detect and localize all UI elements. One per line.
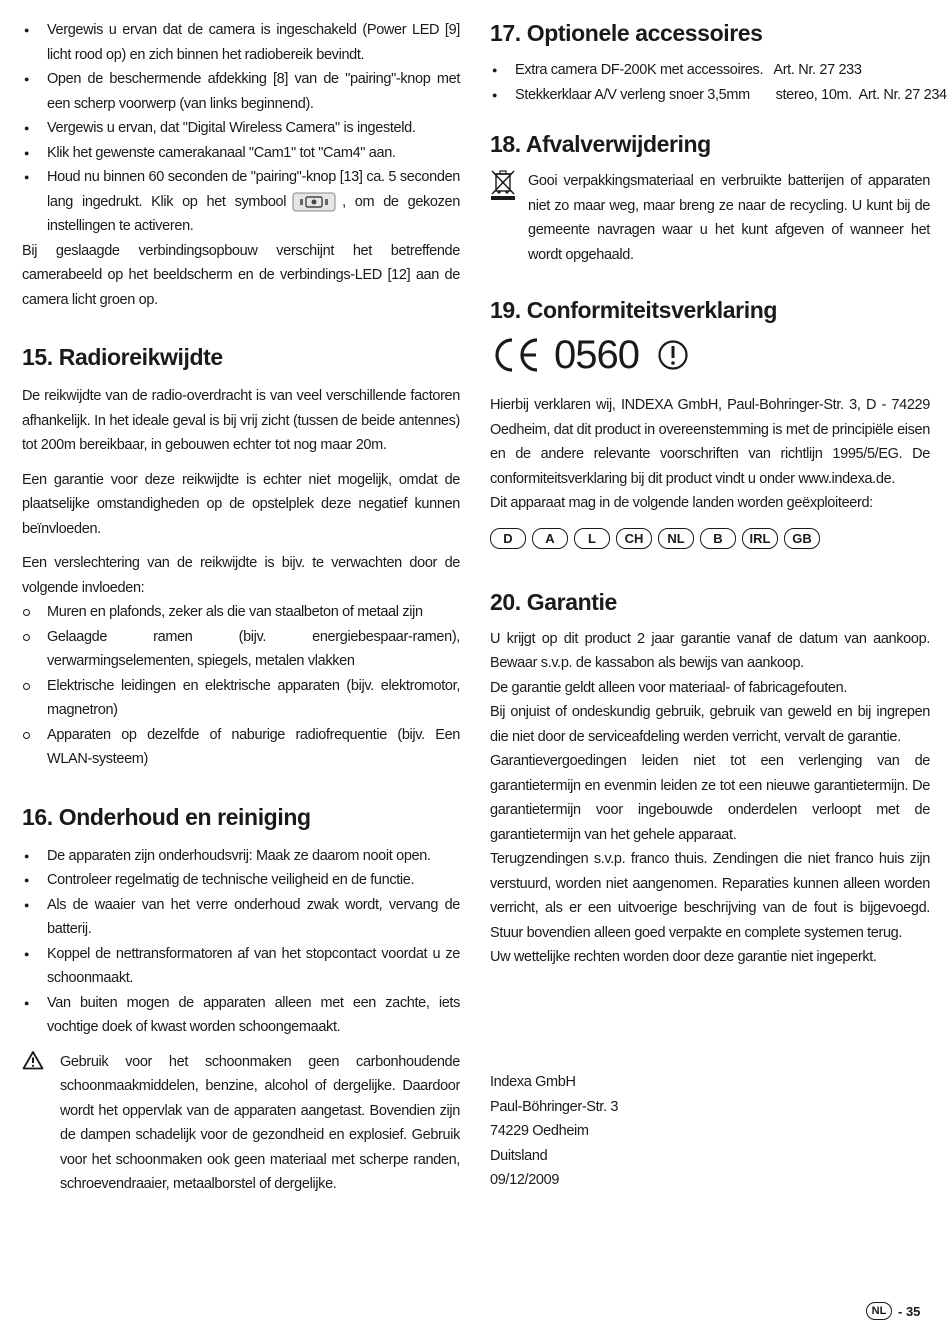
waste-text: Gooi verpakkingsmateriaal en verbruikte batterijen of apparaten niet zo maar weg, maar breng ze naar de recycling. U kunt bij de gemeente navragen waar u het kunt afgeven of wanneer het wordt opgehaald. <box>528 173 930 263</box>
address-line: Duitsland <box>490 1147 548 1164</box>
section-20-title: 20. Garantie <box>490 588 617 615</box>
section-17-title: 17. Optionele accessoires <box>490 20 763 46</box>
s20-paragraph: De garantie geldt alleen voor materiaal- of fabricagefouten. <box>490 679 848 696</box>
s20-paragraph: Bij onjuist of ondeskundig gebruik, gebruik van geweld en bij ingrepen die niet door de serviceafdeling werden verricht, vervalt de garantie. <box>490 704 930 745</box>
list-item: ● Van buiten mogen de apparaten alleen met een zachte, iets vochtige doek of kwast worden schoongemaakt. <box>22 991 460 1040</box>
section-18-title: 18. Afvalverwijdering <box>490 131 711 157</box>
intro-paragraph: Bij geslaagde verbindingsopbouw verschijnt het betreffende camerabeeld op het beeldscherm en de verbindings-LED [12] aan de camera licht groen op. <box>22 242 460 308</box>
address-line: Indexa GmbH <box>490 1074 576 1090</box>
country-badge: D <box>490 528 526 549</box>
address-line: Paul-Böhringer-Str. 3 <box>490 1098 619 1115</box>
list-item: ● Klik het gewenste camerakanaal "Cam1" tot "Cam4" aan. <box>22 141 460 166</box>
crossed-bin-icon <box>490 169 516 201</box>
country-badge: NL <box>658 528 694 549</box>
list-item: ● De apparaten zijn onderhoudsvrij: Maak ze daarom nooit open. <box>22 844 460 869</box>
s20-paragraph: Garantievergoedingen leiden niet tot een verlenging van de garantietermijn en evenmin leiden ze tot een nieuwe garantietermijn. De garantietermijn voor ingebouwde onderdelen verloopt met de garantietermijn van het gehele apparaat. <box>490 753 930 843</box>
page-footer <box>866 1302 920 1320</box>
s20-paragraph: Uw wettelijke rechten worden door deze garantie niet ingeperkt. <box>490 949 877 965</box>
list-item <box>22 165 460 239</box>
list-item: ● Vergewis u ervan dat de camera is ingeschakeld (Power LED [9] licht rood op) en zich binnen het radiobereik bevindt. <box>22 18 460 67</box>
s17-list <box>490 58 947 107</box>
warning-triangle-icon <box>22 1050 44 1070</box>
s16-list <box>22 844 460 1040</box>
country-badge: B <box>700 528 736 549</box>
s15-paragraph-1: De reikwijdte van de radio-overdracht is van veel verschillende factoren afhankelijk. In het ideale geval is bij vrij zicht (tussen de beide antennes) tot 200m bereikbaar, in gebouwen echter tot nog maar 20m. <box>22 388 460 453</box>
list-item: ● Extra camera DF-200K met accessoires. Art. Nr. 27 233 <box>490 58 930 83</box>
address-line: 09/12/2009 <box>490 1172 560 1188</box>
ce-number: 0560 <box>554 333 639 377</box>
alert-circle-icon <box>657 339 689 371</box>
intro-bullet-list <box>22 18 460 239</box>
bullet5-text-b: , om de gekozen instellingen te activeren. <box>47 193 460 234</box>
country-list <box>490 528 930 549</box>
ce-mark-icon <box>490 336 542 374</box>
right-column <box>490 18 947 970</box>
list-item: Muren en plafonds, zeker als die van staalbeton of metaal zijn <box>22 600 460 625</box>
address-line: 74229 Oedheim <box>490 1123 589 1139</box>
list-item: ● Als de waaier van het verre onderhoud zwak wordt, vervang de batterij. <box>22 893 460 942</box>
company-address <box>490 1070 790 1193</box>
language-badge: NL <box>866 1302 892 1320</box>
s19-text-1: Hierbij verklaren wij, INDEXA GmbH, Paul-Bohringer-Str. 3, D - 74229 Oedheim, dat dit product in overeenstemming is met de principiële eisen en de andere relevante voorschriften van richtlijn 1995/5/EG. De conformiteitsverklaring bij dit product vindt u onder www.indexa.de. <box>490 397 930 487</box>
list-item: Elektrische leidingen en elektrische apparaten (bijv. elektromotor, magnetron) <box>22 674 460 723</box>
s19-text-2: Dit apparaat mag in de volgende landen worden geëxploiteerd: <box>490 495 873 511</box>
list-item: ● Controleer regelmatig de technische veiligheid en de functie. <box>22 868 460 893</box>
country-badge: GB <box>784 528 820 549</box>
country-badge: CH <box>616 528 652 549</box>
s20-paragraph: Terugzendingen s.v.p. franco thuis. Zendingen die niet franco huis zijn verstuurd, worden niet aangenomen. Reparaties kunnen alleen worden verricht, als er een uitvoerige beschrijving van de fout is bijgevoegd. Stuur bovendien alleen goed verpakte en complete systemen terug. <box>490 851 930 941</box>
s15-list <box>22 600 460 772</box>
country-badge: A <box>532 528 568 549</box>
section-19-title: 19. Conformiteitsverklaring <box>490 297 778 323</box>
list-item: ● Stekkerklaar A/V verleng snoer 3,5mm stereo, 10m. Art. Nr. 27 234 <box>490 83 930 108</box>
country-badge: IRL <box>742 528 778 549</box>
list-item: ● Open de beschermende afdekking [8] van de "pairing"-knop met een scherp voorwerp (van links beginnend). <box>22 67 460 116</box>
waste-block <box>490 169 930 267</box>
s15-paragraph-3: Een verslechtering van de reikwijdte is bijv. te verwachten door de volgende invloeden: <box>22 555 460 596</box>
page-number: - 35 <box>898 1303 921 1319</box>
warning-text: Gebruik voor het schoonmaken geen carbonhoudende schoonmaakmiddelen, benzine, alcohol of dergelijke. Daardoor wordt het oppervlak van de apparaten aangetast. Bovendien zijn de dampen schadelijk voor de gezondheid en explosief. Gebruik voor het schoonmaken ook geen materiaal met scherpe randen, schroevendraaier, metaalborstel of dergelijke. <box>60 1053 460 1192</box>
section-15-title: 15. Radioreikwijdte <box>22 344 223 370</box>
section-16-title: 16. Onderhoud en reiniging <box>22 803 311 830</box>
list-item: Apparaten op dezelfde of naburige radiofrequentie (bijv. Een WLAN-systeem) <box>22 723 460 772</box>
country-badge: L <box>574 528 610 549</box>
list-item: ● Koppel de nettransformatoren af van het stopcontact voordat u ze schoonmaakt. <box>22 942 460 991</box>
s15-paragraph-2: Een garantie voor deze reikwijdte is echter niet mogelijk, omdat de plaatselijke omstandigheden op de opstelplek deze negatief kunnen beïnvloeden. <box>22 471 460 537</box>
ce-mark-row <box>490 329 930 381</box>
camera-settings-icon <box>292 192 336 212</box>
list-item: Gelaagde ramen (bijv. energiebespaar-ramen), verwarmingselementen, spiegels, metalen vlakken <box>22 625 460 674</box>
s20-paragraph: U krijgt op dit product 2 jaar garantie vanaf de datum van aankoop. Bewaar s.v.p. de kassabon als bewijs van aankoop. <box>490 630 930 671</box>
warning-block <box>22 1050 460 1197</box>
left-column <box>22 18 460 1197</box>
list-item: ● Vergewis u ervan, dat "Digital Wireless Camera" is ingesteld. <box>22 116 460 141</box>
bullet5-text-a: Houd nu binnen 60 seconden de "pairing"-knop [13] ca. 5 seconden lang ingedrukt. Klik op het symbool <box>47 169 460 210</box>
